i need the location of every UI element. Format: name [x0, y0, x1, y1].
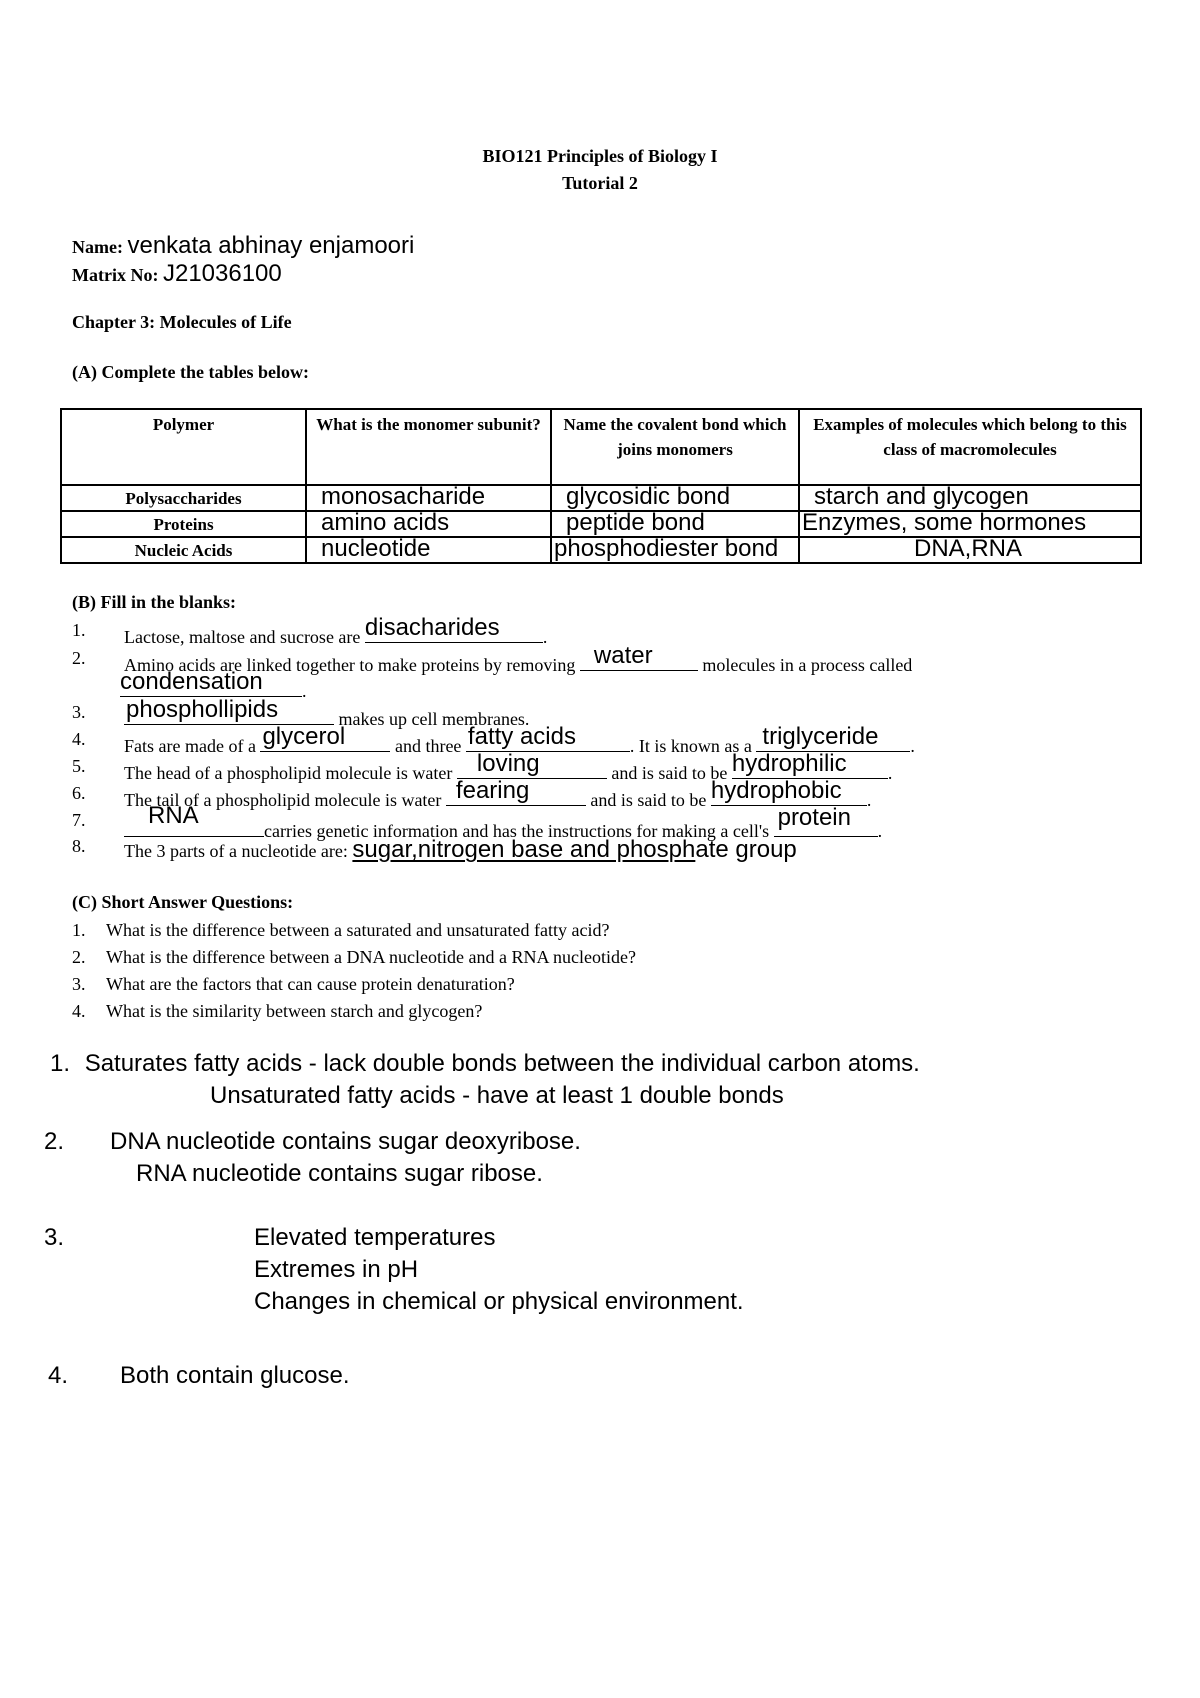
- q1-blank: [364, 614, 543, 643]
- chapter-title: Chapter 3: Molecules of Life: [72, 312, 292, 332]
- section-b-heading: (B) Fill in the blanks:: [72, 592, 237, 612]
- answer-1: [50, 1050, 920, 1078]
- table-row: [61, 511, 1141, 537]
- answer-1-line-1: Saturates fatty acids - lack double bonds between the individual carbon atoms.: [84, 1050, 920, 1077]
- short-question-4: [72, 1001, 483, 1022]
- short-question-3: [72, 974, 515, 995]
- cell-examples: DNA,RNA: [799, 537, 1141, 563]
- course-title: BIO121 Principles of Biology I: [482, 146, 718, 166]
- sq3-text: What are the factors that can cause protein denaturation?: [106, 974, 515, 994]
- q5-answer-1: loving: [476, 750, 540, 777]
- q5-blank-1: [457, 750, 607, 779]
- col-header-polymer: Polymer: [61, 409, 306, 485]
- cell-examples: Enzymes, some hormones: [799, 511, 1141, 537]
- q5-text: The head of a phospholipid molecule is water: [124, 763, 453, 783]
- q7-text: carries genetic information and has the instructions for making a cell's: [264, 821, 770, 841]
- q6-blank-2: [710, 777, 867, 806]
- name-label: Name:: [72, 237, 123, 257]
- q2-text: Amino acids are linked together to make proteins by removing: [124, 655, 576, 675]
- q6-text: The tail of a phospholipid molecule is water: [124, 790, 442, 810]
- blank-q4: [72, 723, 915, 756]
- q6-answer-1: fearing: [455, 777, 530, 804]
- q4-answer-3: triglyceride: [762, 723, 879, 750]
- cell-monomer: amino acids: [306, 511, 551, 537]
- answer-2-line-2: RNA nucleotide contains sugar ribose.: [136, 1160, 543, 1187]
- q7-answer-2: protein: [777, 804, 851, 831]
- answer-3-line-1: Elevated temperatures: [254, 1224, 496, 1251]
- sq1-number: 1.: [72, 920, 86, 940]
- q5-end: .: [887, 763, 893, 783]
- q7-answer-1: RNA: [148, 802, 199, 829]
- q4-number: 4.: [72, 729, 86, 749]
- q3-blank: [124, 696, 334, 725]
- cell-bond: glycosidic bond: [551, 485, 799, 511]
- q4-blank-1: [260, 723, 390, 752]
- q2-text-end: molecules in a process called: [702, 655, 913, 675]
- col-header-bond: Name the covalent bond which joins monomers: [551, 409, 799, 485]
- section-a-heading: (A) Complete the tables below:: [72, 362, 309, 382]
- blank-q1: [72, 614, 548, 647]
- q7-end: .: [877, 821, 883, 841]
- matrix-row: [72, 260, 282, 288]
- answer-4-line-1: Both contain glucose.: [120, 1362, 350, 1389]
- matrix-label: Matrix No:: [72, 265, 159, 285]
- q1-text: Lactose, maltose and sucrose are: [124, 627, 361, 647]
- q4-blank-2: [466, 723, 630, 752]
- blank-q8: [72, 836, 797, 863]
- answer-2-number: 2.: [44, 1128, 65, 1155]
- sq4-text: What is the similarity between starch and glycogen?: [106, 1001, 483, 1021]
- cell-bond: peptide bond: [551, 511, 799, 537]
- sq3-number: 3.: [72, 974, 86, 994]
- q8-answer-tail: ate group: [695, 836, 797, 863]
- cell-examples: starch and glycogen: [799, 485, 1141, 511]
- q2-answer-2: condensation: [120, 668, 263, 695]
- q1-end: .: [542, 627, 548, 647]
- answer-1-number: 1.: [50, 1050, 71, 1077]
- cell-monomer: monosacharide: [306, 485, 551, 511]
- q4-text-mid: and three: [394, 736, 462, 756]
- q2-number: 2.: [72, 648, 86, 668]
- answer-1-line-2: Unsaturated fatty acids - have at least 1 double bonds: [210, 1082, 784, 1109]
- q3-text: makes up cell membranes.: [338, 709, 530, 729]
- q5-number: 5.: [72, 756, 86, 776]
- q5-text-mid: and is said to be: [611, 763, 728, 783]
- sq1-text: What is the difference between a saturated and unsaturated fatty acid?: [106, 920, 610, 940]
- q7-blank-2: [774, 804, 878, 837]
- col-header-monomer: What is the monomer subunit?: [306, 409, 551, 485]
- answer-3-number: 3.: [44, 1224, 65, 1251]
- q7-blank-1: [124, 802, 264, 837]
- q2-blank: [580, 642, 698, 671]
- q6-text-mid: and is said to be: [590, 790, 707, 810]
- short-question-2: [72, 947, 636, 968]
- q4-answer-2: fatty acids: [467, 723, 576, 750]
- cell-polymer: Polysaccharides: [61, 485, 306, 511]
- blank-q3: [72, 696, 530, 729]
- answer-4-number: 4.: [48, 1362, 69, 1389]
- table-row: [61, 485, 1141, 511]
- tutorial-title: Tutorial 2: [562, 173, 638, 193]
- q6-number: 6.: [72, 783, 86, 803]
- col-header-examples: Examples of molecules which belong to this class of macromolecules: [799, 409, 1141, 485]
- name-row: [72, 232, 414, 260]
- q4-blank-3: [756, 723, 910, 752]
- q2-end: .: [302, 681, 307, 701]
- answer-3-line-2: Extremes in pH: [254, 1256, 419, 1283]
- q4-answer-1: glycerol: [262, 723, 346, 750]
- matrix-value: J21036100: [162, 260, 282, 287]
- short-question-1: [72, 920, 610, 941]
- cell-polymer: Proteins: [61, 511, 306, 537]
- cell-bond: phosphodiester bond: [551, 537, 799, 563]
- q8-number: 8.: [72, 836, 86, 856]
- table-row: [61, 537, 1141, 563]
- q2-answer: water: [593, 642, 653, 669]
- q1-answer: disacharides: [364, 614, 500, 641]
- q1-number: 1.: [72, 620, 86, 640]
- name-value: venkata abhinay enjamoori: [127, 232, 415, 259]
- q7-number: 7.: [72, 810, 86, 830]
- q6-end: .: [866, 790, 872, 810]
- blank-q5: [72, 750, 893, 783]
- section-c-heading: (C) Short Answer Questions:: [72, 892, 294, 912]
- blank-q7: [72, 802, 883, 841]
- q4-end: .: [910, 736, 915, 756]
- blank-q2: [72, 642, 913, 675]
- sq2-number: 2.: [72, 947, 86, 967]
- cell-monomer: nucleotide: [306, 537, 551, 563]
- table-header-row: [61, 409, 1141, 485]
- q5-blank-2: [731, 750, 888, 779]
- q6-answer-2: hydrophobic: [710, 777, 842, 804]
- q2-blank-2: [120, 668, 302, 697]
- answer-2-line-1: DNA nucleotide contains sugar deoxyribose.: [110, 1128, 581, 1155]
- q6-blank-1: [446, 777, 586, 806]
- q3-answer: phosphollipids: [126, 696, 279, 723]
- blank-q6: [72, 777, 872, 810]
- cell-polymer: Nucleic Acids: [61, 537, 306, 563]
- q8-answer: sugar,nitrogen base and phosph: [352, 836, 696, 863]
- answer-3-line-3: Changes in chemical or physical environment.: [254, 1288, 744, 1315]
- q4-text-mid2: . It is known as a: [629, 736, 752, 756]
- q4-text: Fats are made of a: [124, 736, 256, 756]
- sq4-number: 4.: [72, 1001, 86, 1021]
- q5-answer-2: hydrophilic: [731, 750, 847, 777]
- q3-number: 3.: [72, 702, 86, 722]
- q8-text: The 3 parts of a nucleotide are:: [124, 841, 348, 861]
- sq2-text: What is the difference between a DNA nucleotide and a RNA nucleotide?: [106, 947, 636, 967]
- molecules-table: [60, 408, 1142, 564]
